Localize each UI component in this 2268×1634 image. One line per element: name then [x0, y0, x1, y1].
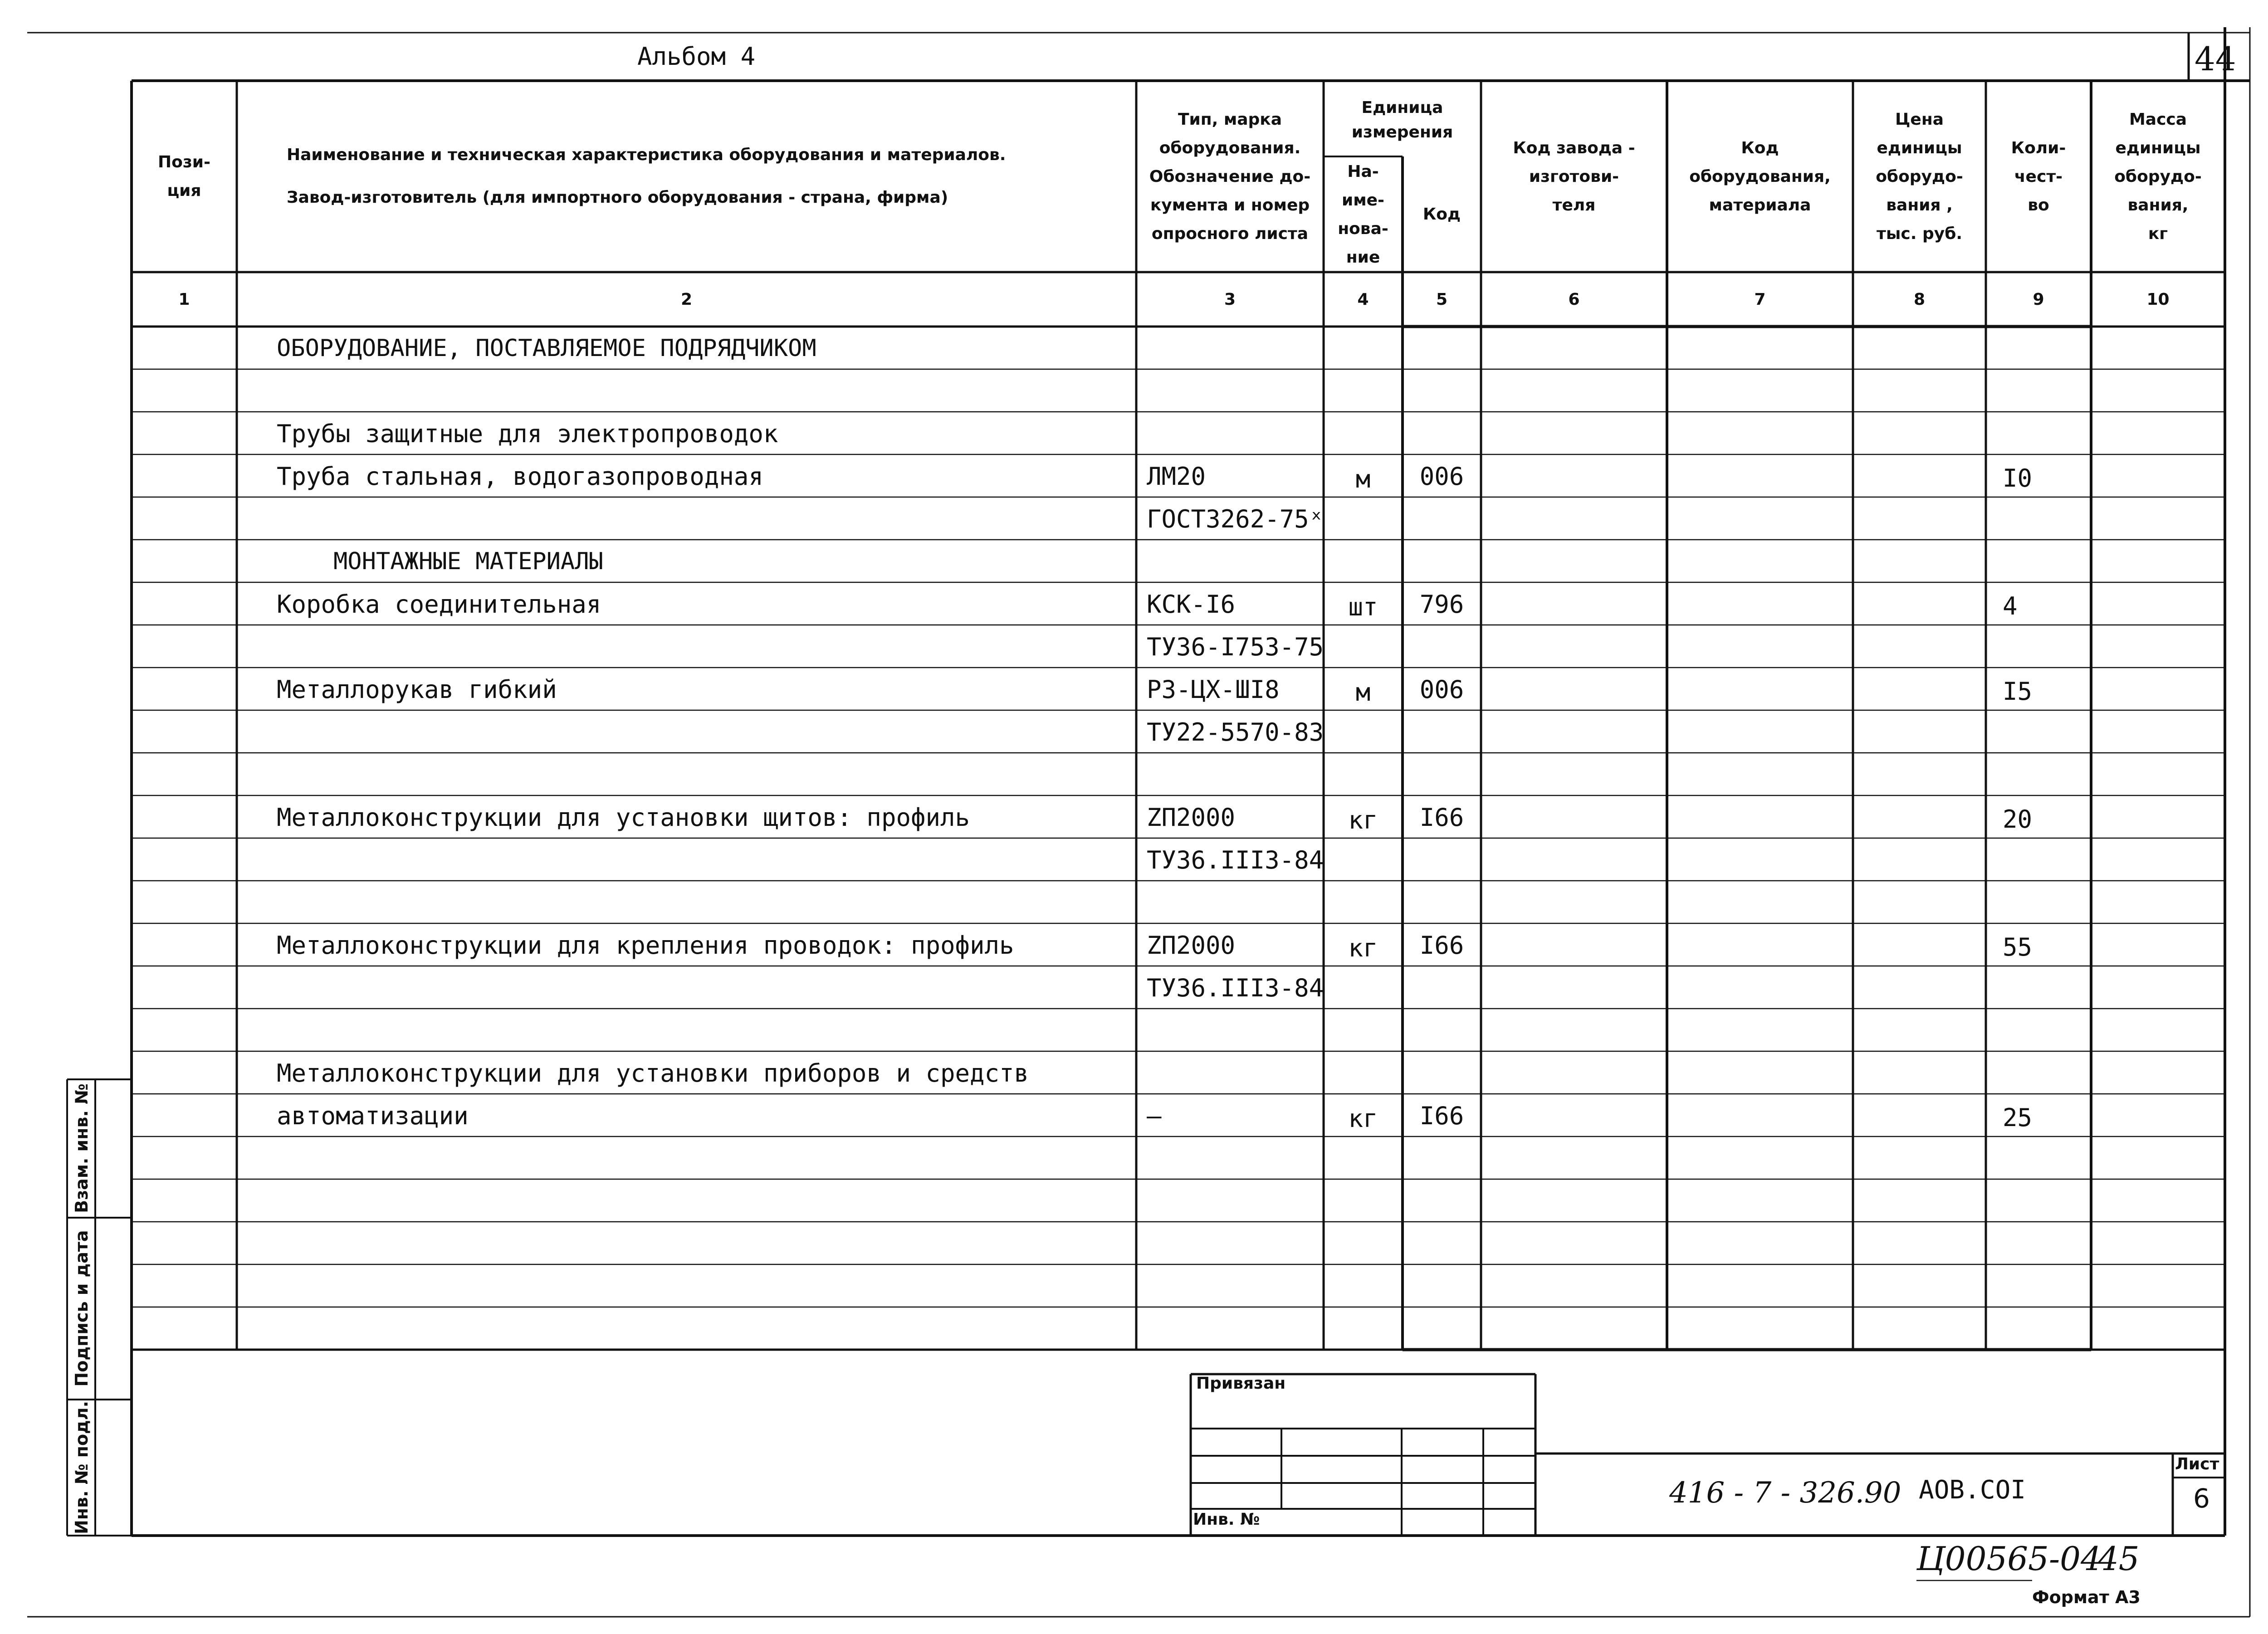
column-header-5: Код	[1422, 205, 1461, 224]
item-unit-code: 796	[1419, 590, 1464, 619]
column-header-9: Коли- чест- во	[2011, 138, 2066, 215]
item-name: Труба стальная, водогазопроводная	[277, 462, 763, 491]
item-type: ТУ36.III3-84	[1147, 974, 1324, 1002]
column-header-6: Код завода - изготови- теля	[1513, 138, 1635, 215]
item-type: ZП2000	[1147, 931, 1236, 960]
item-quantity: 25	[2003, 1103, 2033, 1132]
side-label-inv-podl: Инв. № подл.	[72, 1400, 92, 1535]
item-type: ЛМ20	[1147, 462, 1206, 491]
column-header-8: Цена единицы оборудо- вания , тыс. руб.	[1876, 110, 1963, 243]
column-number-5: 5	[1436, 290, 1448, 309]
item-name: Металлорукав гибкий	[277, 675, 557, 704]
document-code: АОВ.СОI	[1919, 1475, 2026, 1505]
item-quantity: 4	[2003, 592, 2018, 620]
item-unit-code: 006	[1419, 675, 1464, 704]
column-number-3: 3	[1224, 290, 1236, 309]
column-number-10: 10	[2146, 290, 2170, 309]
item-type: Р3-ЦХ-ШI8	[1147, 675, 1280, 704]
item-type: ТУ22-5570-83	[1147, 718, 1324, 746]
sheet-label: Лист	[2175, 1455, 2219, 1473]
item-unit: кг	[1348, 934, 1378, 962]
column-number-7: 7	[1754, 290, 1766, 309]
privyazan-label: Привязан	[1196, 1374, 1286, 1393]
item-quantity: I5	[2003, 677, 2033, 706]
sheet-number: 6	[2193, 1483, 2210, 1514]
column-header-2: Наименование и техническая характеристика оборудования и материалов. Завод-изготовитель (для импортного оборудования - страна, фирма)	[287, 146, 1006, 207]
item-name: ОБОРУДОВАНИЕ, ПОСТАВЛЯЕМОЕ ПОДРЯДЧИКОМ	[277, 335, 816, 362]
archive-number: Ц00565-04	[1916, 1540, 2102, 1578]
side-label-vzam-inv: Взам. инв. №	[72, 1083, 92, 1213]
item-name: автоматизации	[277, 1102, 469, 1130]
column-number-2: 2	[680, 290, 693, 309]
item-type: –	[1147, 1102, 1162, 1130]
unit-group-header: Единица измерения	[1351, 98, 1453, 141]
item-type: ТУ36-I753-75	[1147, 633, 1324, 661]
item-unit: кг	[1348, 1104, 1378, 1133]
inv-no-label: Инв. №	[1193, 1510, 1260, 1529]
item-unit: кг	[1348, 806, 1378, 834]
item-quantity: 20	[2003, 805, 2033, 834]
item-quantity: 55	[2003, 933, 2033, 961]
item-quantity: I0	[2003, 464, 2033, 493]
item-unit: м	[1355, 465, 1371, 493]
item-name: Металлоконструкции для установки щитов: профиль	[277, 803, 970, 832]
sheet-corner-number: 44	[2195, 40, 2236, 78]
item-unit-code: I66	[1419, 931, 1464, 960]
column-header-4: На- име- нова- ние	[1338, 162, 1388, 267]
item-unit: шт	[1348, 593, 1378, 621]
item-unit-code: 006	[1419, 462, 1464, 491]
document-number: 416 - 7 - 326.90	[1669, 1476, 1901, 1510]
column-number-4: 4	[1357, 290, 1369, 309]
column-header-10: Масса единицы оборудо- вания, кг	[2114, 110, 2202, 243]
item-name: МОНТАЖНЫЕ МАТЕРИАЛЫ	[333, 548, 603, 575]
item-unit-code: I66	[1419, 803, 1464, 832]
column-number-6: 6	[1568, 290, 1580, 309]
item-name: Металлоконструкции для крепления проводок: профиль	[277, 931, 1014, 960]
format-label: Формат А3	[2032, 1587, 2141, 1607]
column-header-1: Пози- ция	[158, 153, 210, 200]
side-label-podpis-data: Подпись и дата	[72, 1230, 92, 1387]
item-name: Трубы защитные для электропроводок	[277, 419, 778, 448]
item-type: ГОСТ3262-75ˣ	[1147, 505, 1324, 533]
item-type: ZП2000	[1147, 803, 1236, 832]
column-number-8: 8	[1913, 290, 1926, 309]
item-name: Коробка соединительная	[277, 590, 601, 619]
column-number-9: 9	[2033, 290, 2044, 309]
archive-sheet: 45	[2098, 1540, 2140, 1578]
album-label: Альбом 4	[637, 42, 756, 71]
item-unit-code: I66	[1419, 1102, 1464, 1130]
item-name: Металлоконструкции для установки приборов и средств	[277, 1059, 1029, 1088]
item-type: ТУ36.III3-84	[1147, 846, 1324, 874]
column-header-3: Тип, марка оборудования. Обозначение до- кумента и номер опросного листа	[1149, 110, 1311, 243]
column-number-1: 1	[178, 290, 190, 309]
item-type: КСК-I6	[1147, 590, 1236, 619]
column-header-7: Код оборудования, материала	[1689, 138, 1831, 215]
item-unit: м	[1355, 678, 1371, 707]
